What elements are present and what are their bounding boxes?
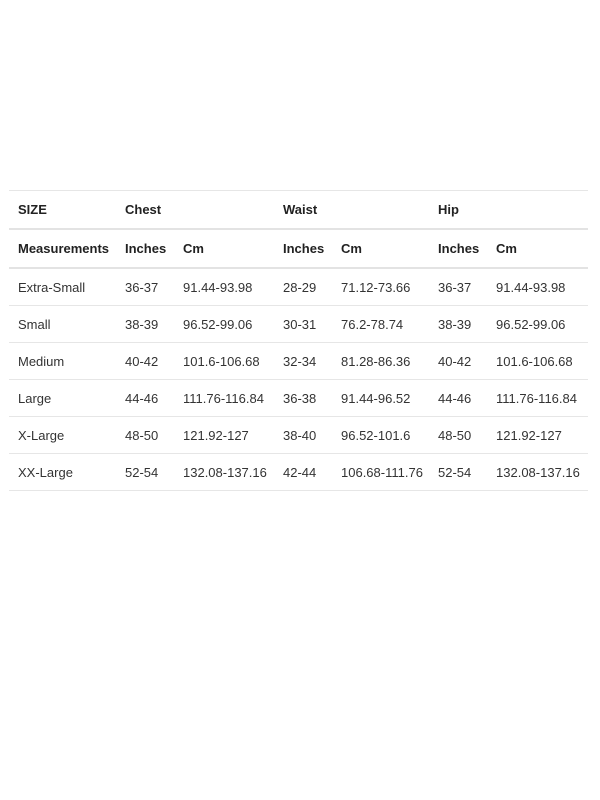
waist-inches-header: Inches <box>274 229 332 268</box>
hip-header: Hip <box>429 191 588 230</box>
table-row <box>9 380 588 417</box>
waist-inches-cell: 42-44 <box>274 454 332 491</box>
waist-inches-cell: 32-34 <box>274 343 332 380</box>
waist-inches-cell: 28-29 <box>274 268 332 306</box>
hip-cm-cell: 91.44-93.98 <box>487 268 588 306</box>
waist-cm-cell: 81.28-86.36 <box>332 343 429 380</box>
hip-cm-cell: 96.52-99.06 <box>487 306 588 343</box>
hip-inches-cell: 52-54 <box>429 454 487 491</box>
waist-cm-cell: 91.44-96.52 <box>332 380 429 417</box>
chest-cm-cell: 121.92-127 <box>174 417 274 454</box>
chest-cm-cell: 132.08-137.16 <box>174 454 274 491</box>
chest-inches-cell: 38-39 <box>116 306 174 343</box>
hip-cm-header: Cm <box>487 229 588 268</box>
waist-inches-cell: 30-31 <box>274 306 332 343</box>
measurements-header: Measurements <box>9 229 116 268</box>
waist-cm-cell: 96.52-101.6 <box>332 417 429 454</box>
hip-cm-cell: 132.08-137.16 <box>487 454 588 491</box>
size-header: SIZE <box>9 191 116 230</box>
waist-cm-cell: 76.2-78.74 <box>332 306 429 343</box>
hip-inches-cell: 36-37 <box>429 268 487 306</box>
waist-header: Waist <box>274 191 429 230</box>
size-cell: Medium <box>9 343 116 380</box>
sub-header-row <box>9 229 588 268</box>
size-cell: Large <box>9 380 116 417</box>
table-row <box>9 268 588 306</box>
hip-cm-cell: 101.6-106.68 <box>487 343 588 380</box>
hip-cm-cell: 111.76-116.84 <box>487 380 588 417</box>
chest-cm-cell: 111.76-116.84 <box>174 380 274 417</box>
chest-inches-cell: 52-54 <box>116 454 174 491</box>
chest-cm-cell: 101.6-106.68 <box>174 343 274 380</box>
table-row <box>9 417 588 454</box>
table-row <box>9 454 588 491</box>
chest-inches-header: Inches <box>116 229 174 268</box>
waist-cm-header: Cm <box>332 229 429 268</box>
waist-cm-cell: 106.68-111.76 <box>332 454 429 491</box>
size-cell: X-Large <box>9 417 116 454</box>
chest-cm-cell: 96.52-99.06 <box>174 306 274 343</box>
size-cell: Extra-Small <box>9 268 116 306</box>
chest-inches-cell: 44-46 <box>116 380 174 417</box>
chest-inches-cell: 48-50 <box>116 417 174 454</box>
size-chart-table <box>9 190 588 491</box>
waist-inches-cell: 36-38 <box>274 380 332 417</box>
size-cell: XX-Large <box>9 454 116 491</box>
group-header-row <box>9 191 588 230</box>
hip-inches-cell: 48-50 <box>429 417 487 454</box>
chest-inches-cell: 36-37 <box>116 268 174 306</box>
waist-cm-cell: 71.12-73.66 <box>332 268 429 306</box>
table-row <box>9 343 588 380</box>
table-row <box>9 306 588 343</box>
hip-inches-cell: 38-39 <box>429 306 487 343</box>
waist-inches-cell: 38-40 <box>274 417 332 454</box>
chest-inches-cell: 40-42 <box>116 343 174 380</box>
hip-inches-cell: 40-42 <box>429 343 487 380</box>
hip-inches-header: Inches <box>429 229 487 268</box>
chest-cm-header: Cm <box>174 229 274 268</box>
chest-cm-cell: 91.44-93.98 <box>174 268 274 306</box>
hip-cm-cell: 121.92-127 <box>487 417 588 454</box>
chest-header: Chest <box>116 191 274 230</box>
hip-inches-cell: 44-46 <box>429 380 487 417</box>
size-cell: Small <box>9 306 116 343</box>
